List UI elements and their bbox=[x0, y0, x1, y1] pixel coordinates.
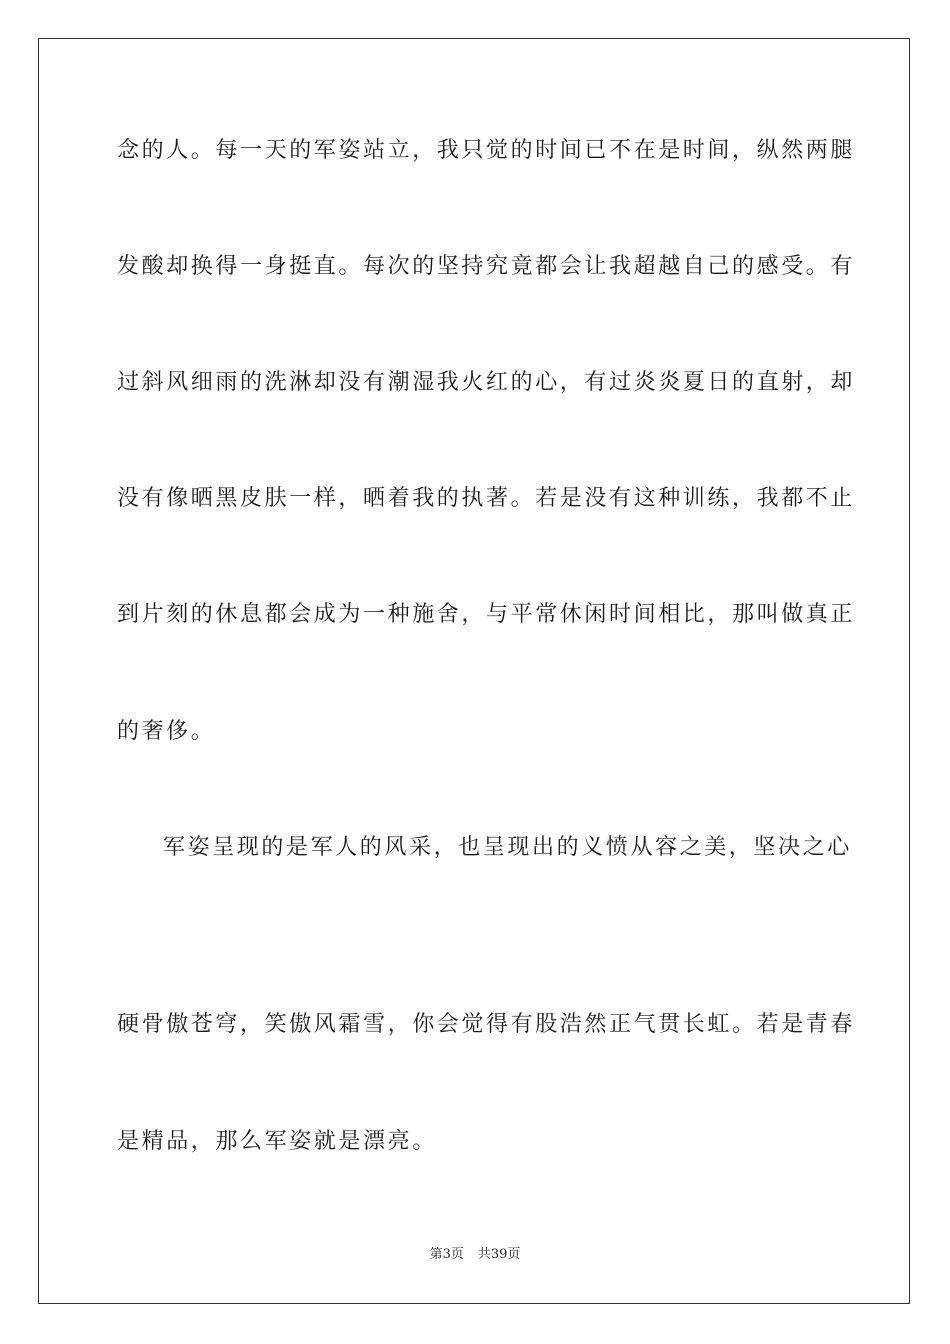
text-line: 没有像晒黑皮肤一样，晒着我的执著。若是没有这种训练，我都不止 bbox=[117, 486, 856, 511]
text-line: 硬骨傲苍穹，笑傲风霜雪，你会觉得有股浩然正气贯长虹。若是青春 bbox=[117, 1012, 856, 1037]
paragraph-first-line: 军姿呈现的是军人的风采，也呈现出的义愤从容之美，坚决之心 bbox=[163, 835, 852, 860]
page-footer bbox=[0, 1246, 950, 1264]
text-line: 到片刻的休息都会成为一种施舍，与平常休闲时间相比，那叫做真正 bbox=[117, 602, 856, 627]
text-line: 的奢侈。 bbox=[117, 719, 216, 744]
text-line: 发酸却换得一身挺直。每次的坚持究竟都会让我超越自己的感受。有 bbox=[117, 254, 856, 279]
page-border bbox=[38, 38, 910, 1304]
page-number: 第3页 bbox=[429, 1247, 464, 1262]
total-pages: 共39页 bbox=[477, 1247, 521, 1262]
text-line: 念的人。每一天的军姿站立，我只觉的时间已不在是时间，纵然两腿 bbox=[117, 138, 856, 163]
text-line: 是精品，那么军姿就是漂亮。 bbox=[117, 1129, 437, 1154]
text-line: 过斜风细雨的洗淋却没有潮湿我火红的心，有过炎炎夏日的直射，却 bbox=[117, 370, 856, 395]
